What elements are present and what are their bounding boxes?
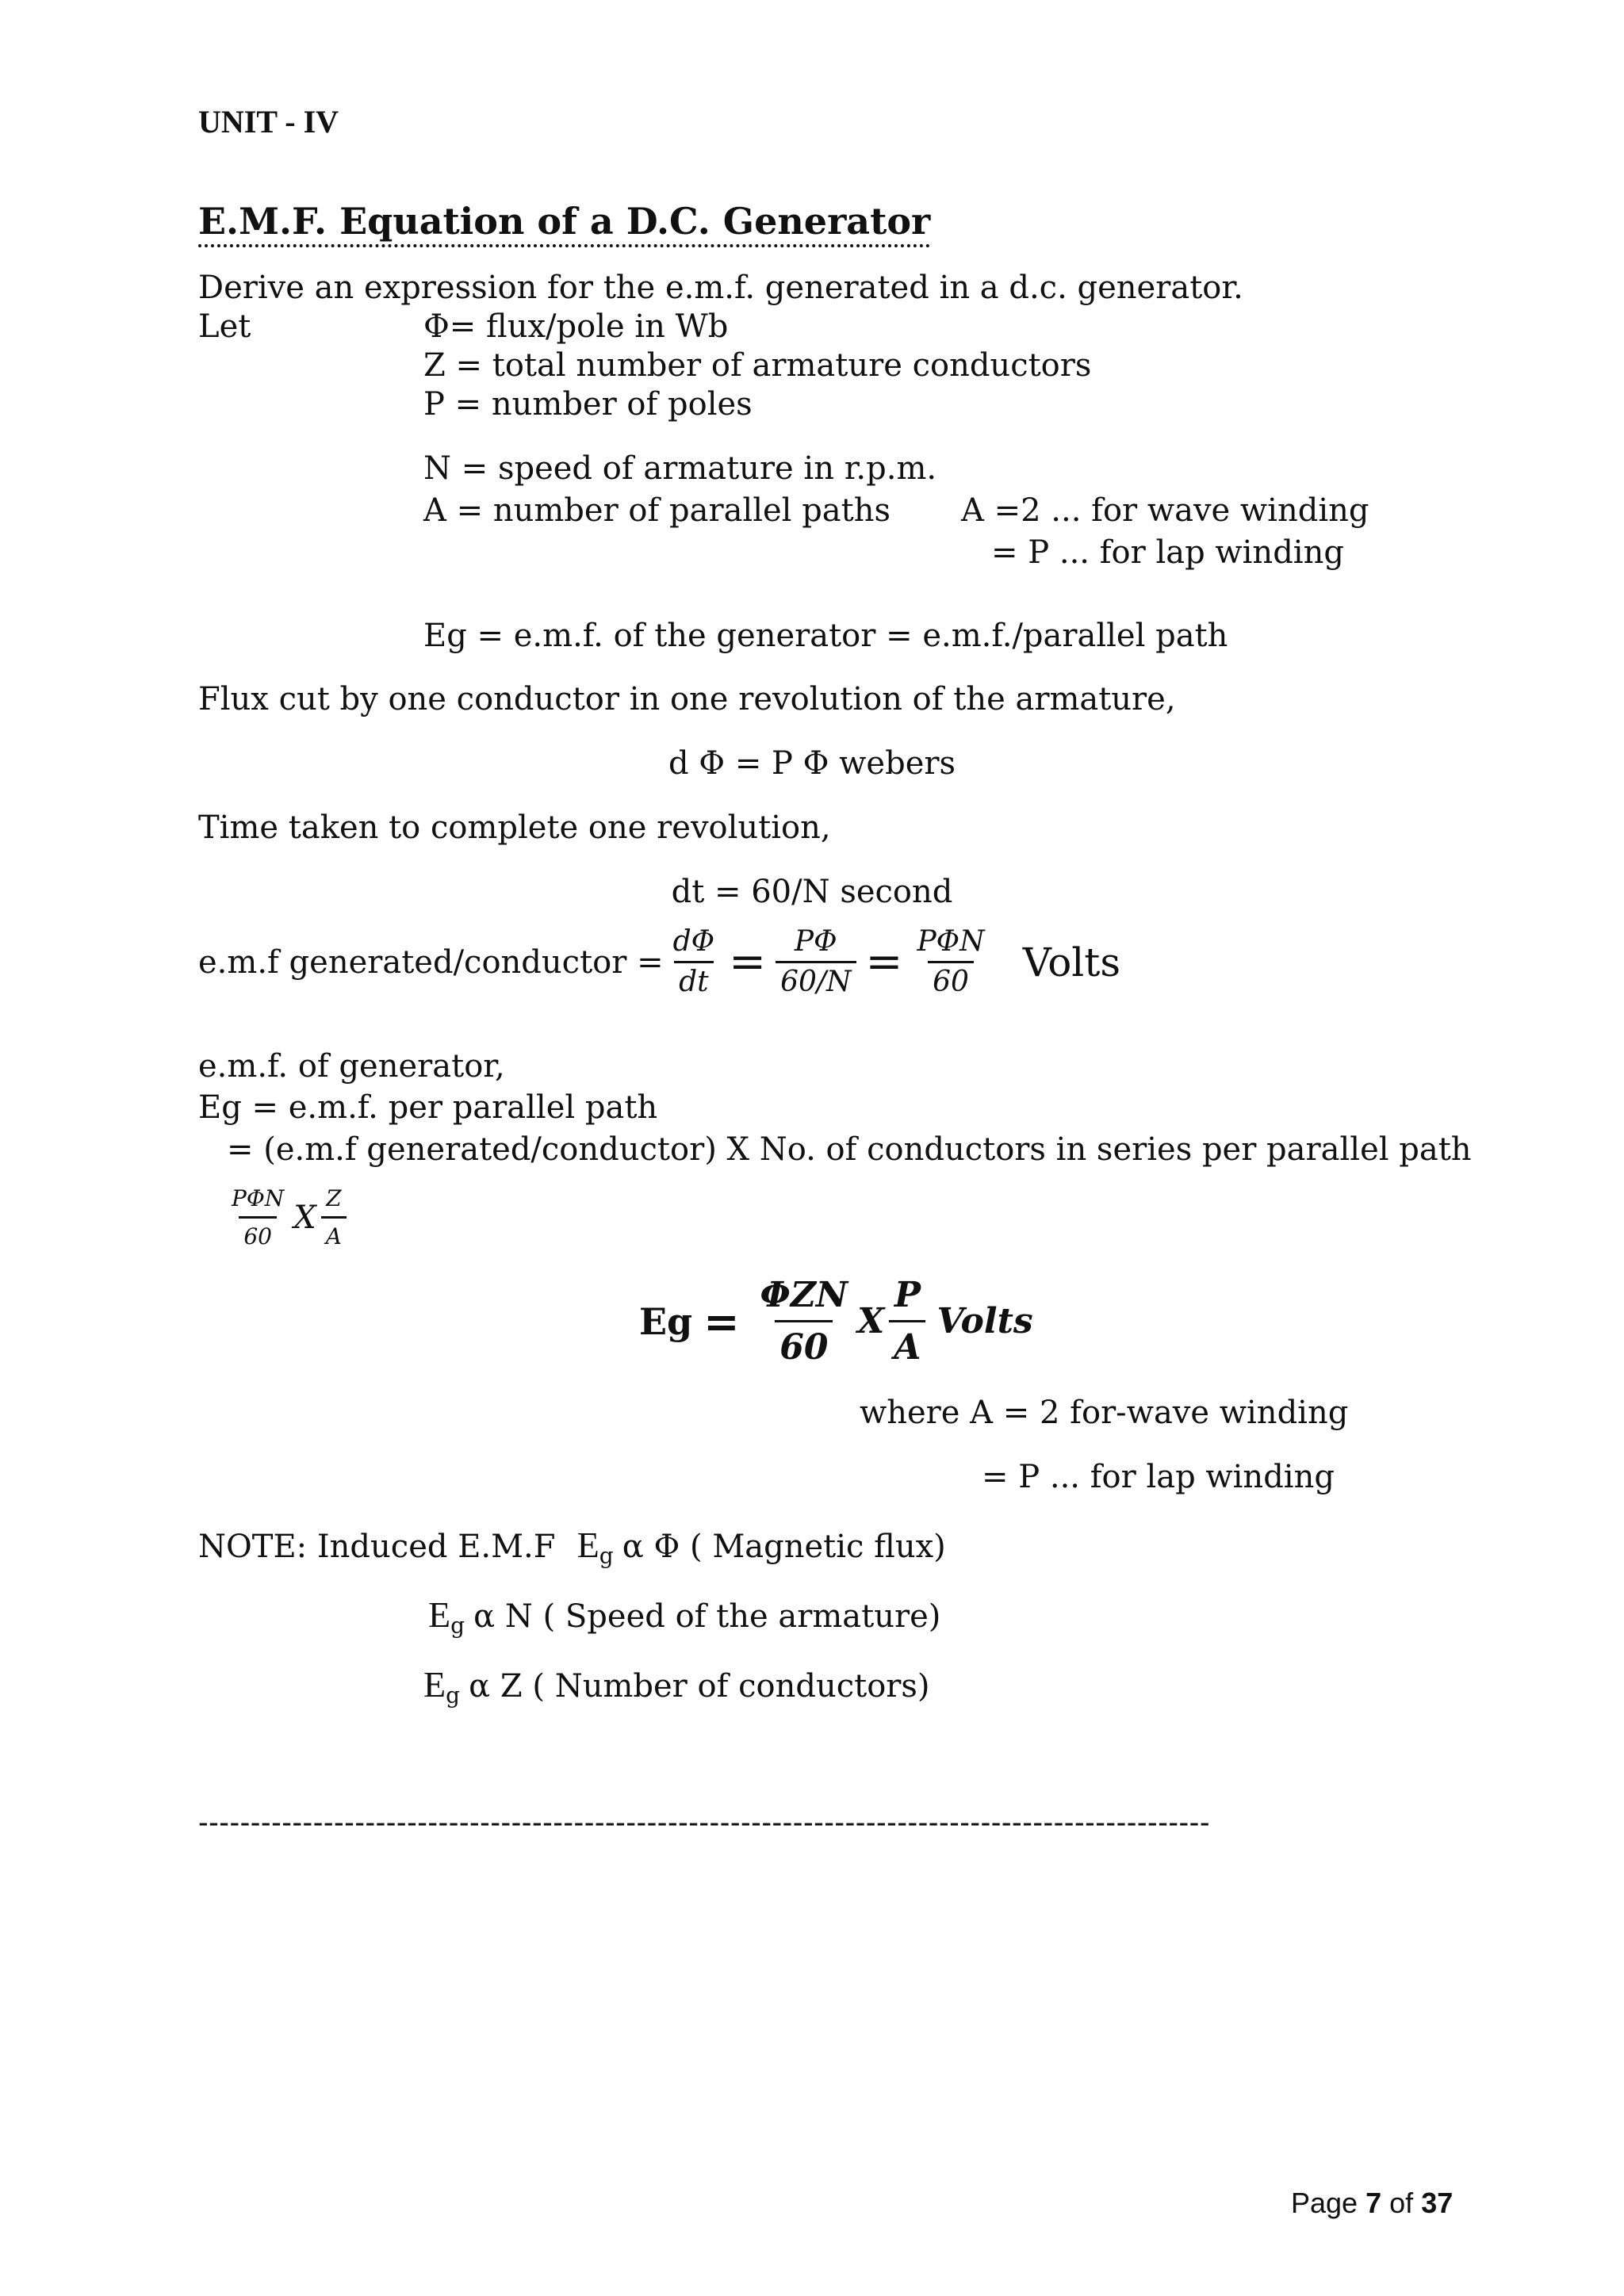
note-relation-speed: α N ( Speed of the armature) [473,1598,941,1635]
flux-text: Flux cut by one conductor in one revolution of the armature, [198,681,1176,718]
page-of: of [1389,2187,1414,2219]
fraction-numerator: P [894,1275,921,1315]
section-title: E.M.F. Equation of a D.C. Generator [198,200,930,247]
emf-conductor-label: e.m.f generated/conductor = [198,943,664,981]
equals-sign: = [865,936,903,988]
fraction-pphin-60 [227,1185,289,1249]
eg-symbol [576,1525,618,1569]
note-line3 [423,1663,930,1709]
dashed-divider: ------------------------------------------------------------------------------------------------- [198,1806,1210,1839]
def-a: A = number of parallel paths [423,492,891,529]
final-emf-equation [639,1275,1033,1368]
unit-heading: UNIT - IV [198,104,339,140]
fraction-denominator: dt [674,961,714,997]
emf-conductor-equation [198,925,1121,998]
intro-text: Derive an expression for the e.m.f. generated in a d.c. generator. [198,270,1243,306]
fraction-dphi-dt [668,925,720,998]
emf-generator-fraction-equation [222,1185,351,1249]
e-letter: E [576,1525,599,1565]
g-subscript: g [446,1682,461,1709]
where-line2: = P ... for lap winding [982,1459,1335,1495]
time-equation: dt = 60/N second [671,874,953,910]
def-eg: Eg = e.m.f. of the generator = e.m.f./parallel path [423,618,1228,654]
emf-generator-line1: e.m.f. of generator, [198,1048,505,1085]
flux-equation: d Φ = P Φ webers [668,745,956,782]
fraction-pphin-60 [912,925,989,998]
fraction-phizn-60 [755,1275,852,1368]
note-label: NOTE: Induced E.M.F [198,1529,556,1565]
eg-symbol [428,1594,469,1639]
volts-unit: Volts [936,1301,1033,1341]
fraction-numerator: PΦN [232,1185,285,1211]
note-line2 [428,1594,940,1639]
fraction-denominator: 60 [775,1320,833,1368]
current-page: 7 [1365,2187,1382,2219]
fraction-numerator: Z [326,1185,342,1211]
eg-lhs: Eg [639,1299,693,1343]
fraction-denominator: A [321,1216,347,1249]
eg-symbol [423,1664,464,1709]
fraction-denominator: 60 [239,1216,277,1249]
fraction-denominator: A [889,1320,925,1368]
fraction-numerator: dΦ [672,925,715,958]
note-relation-flux: α Φ ( Magnetic flux) [622,1529,946,1565]
def-n: N = speed of armature in r.p.m. [423,450,937,487]
g-subscript: g [450,1613,465,1639]
multiply-x: X [857,1301,885,1341]
fraction-z-a [321,1185,347,1249]
note-relation-conductors: α Z ( Number of conductors) [469,1668,930,1705]
fraction-p-a [889,1275,925,1368]
page-prefix: Page [1291,2187,1358,2219]
def-a-wave: A =2 ... for wave winding [961,492,1369,529]
fraction-numerator: PΦ [794,925,837,958]
def-z: Z = total number of armature conductors [423,347,1092,384]
e-letter: E [428,1594,451,1635]
e-letter: E [423,1664,446,1705]
total-pages: 37 [1421,2187,1454,2219]
fraction-denominator: 60 [928,961,974,997]
fraction-numerator: ΦZN [760,1275,848,1315]
time-text: Time taken to complete one revolution, [198,809,831,846]
where-line1: where A = 2 for-wave winding [860,1395,1349,1431]
note-line1 [198,1524,946,1569]
fraction-numerator: PΦN [917,925,985,958]
emf-generator-line3: = (e.m.f generated/conductor) X No. of conductors in series per parallel path [227,1131,1472,1168]
fraction-pphi-60n [776,925,856,998]
equals-sign: = [703,1295,740,1347]
let-label: Let [198,308,251,345]
fraction-denominator: 60/N [776,961,856,997]
def-p: P = number of poles [423,386,753,423]
equals-sign: = [729,936,767,988]
emf-generator-line2: Eg = e.m.f. per parallel path [198,1089,658,1126]
def-phi: Φ= flux/pole in Wb [423,308,729,345]
page-number [1291,2187,1453,2220]
volts-unit: Volts [1022,939,1121,985]
g-subscript: g [599,1543,614,1569]
def-a-lap: = P ... for lap winding [991,534,1344,571]
multiply-x: X [293,1199,316,1236]
